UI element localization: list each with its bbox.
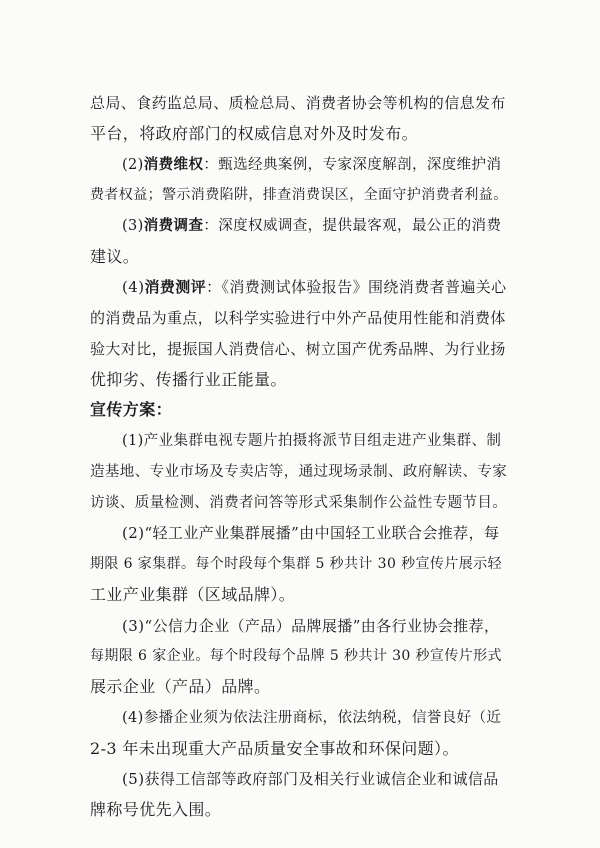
item-number: (2) <box>122 156 144 173</box>
item-text: ：深度权威调查，提供最客观，最公正的消费 <box>203 218 502 234</box>
list-item-consumer-survey <box>122 216 501 236</box>
paragraph-line: 验大对比，提振国人消费信心、树立国产优秀品牌、为行业扬 <box>90 339 506 358</box>
paragraph-line: 造基地、专业市场及专卖店等，通过现场录制、政府解读、专家 <box>90 463 508 480</box>
paragraph-line: 访谈、质量检测、消费者问答等形式采集制作公益性专题节目。 <box>90 494 508 511</box>
paragraph-line: 工业产业集群（区域品牌）。 <box>90 584 296 604</box>
paragraph-line: (4)参播企业须为依法注册商标，依法纳税，信誉良好（近 <box>122 709 502 726</box>
section-heading: 宣传方案： <box>90 400 173 420</box>
paragraph-line: 牌称号优先入围。 <box>90 800 222 819</box>
paragraph-line: 展示企业（产品）品牌。 <box>90 677 271 696</box>
item-text: ：《消费测试体验报告》围绕消费者普遍关心 <box>206 278 507 297</box>
item-bold-title: 消费测评 <box>144 278 207 297</box>
item-number: (4) <box>122 278 145 297</box>
item-text: ：甄选经典案例，专家深度解剖，深度维护消 <box>203 156 502 173</box>
paragraph-line: 2-3 年未出现重大产品质量安全事故和环保问题）。 <box>90 738 459 758</box>
item-bold-title: 消费调查 <box>143 217 204 234</box>
paragraph-line: 平台，将政府部门的权威信息对外及时发布。 <box>90 123 419 143</box>
paragraph-line: 每期限 6 家企业。每个时段每个品牌 5 秒共计 30 秒宣传片形式 <box>90 648 502 665</box>
paragraph-line: (3)“公信力企业（产品）品牌展播”由各行业协会推荐， <box>122 616 500 635</box>
list-item-consumer-rights <box>122 155 501 175</box>
paragraph-line: (2)“轻工业产业集群展播”由中国轻工业联合会推荐，每 <box>122 524 500 543</box>
paragraph-line: 建议。 <box>90 246 140 266</box>
item-number: (3) <box>122 218 144 234</box>
item-bold-title: 消费维权 <box>143 155 204 173</box>
paragraph-line: 期限 6 家集群。每个时段每个集群 5 秒共计 30 秒宣传片展示轻 <box>90 556 502 573</box>
paragraph-line: 总局、食药监总局、质检总局、消费者协会等机构的信息发布 <box>90 94 506 112</box>
paragraph-line: 优抑劣、传播行业正能量。 <box>90 369 287 389</box>
paragraph-line: (5)获得工信部等政府部门及相关行业诚信企业和诚信品 <box>122 770 499 789</box>
paragraph-line: 的消费品为重点，以科学实验进行中外产品使用性能和消费体 <box>90 309 506 328</box>
paragraph-line: 费者权益；警示消费陷阱，排查消费误区，全面守护消费者利益。 <box>90 187 508 204</box>
paragraph-line: (1)产业集群电视专题片拍摄将派节目组走进产业集群、制 <box>122 433 502 450</box>
list-item-consumer-review <box>122 277 507 297</box>
